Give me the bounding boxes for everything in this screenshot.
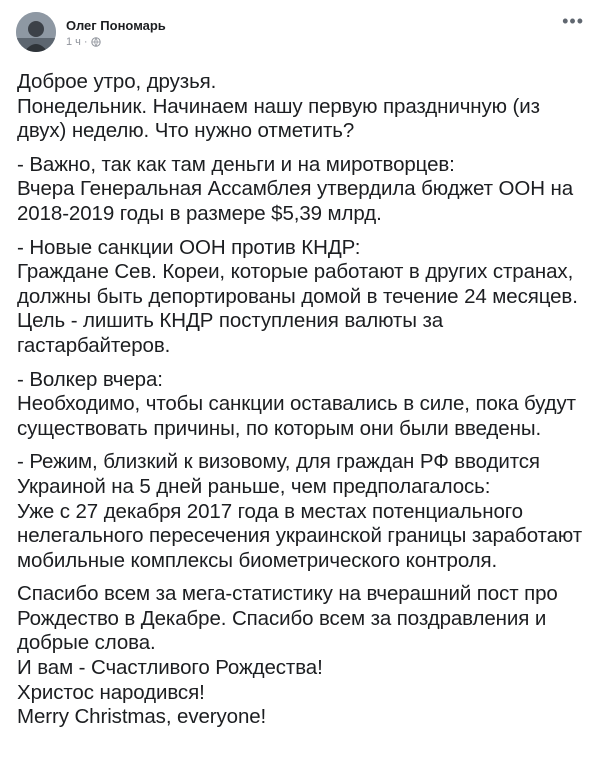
post-header: [16, 12, 584, 56]
meta-separator: ·: [83, 36, 88, 48]
text-line: - Волкер вчера:: [17, 367, 163, 391]
post-time[interactable]: 1 ч: [66, 36, 81, 48]
text-line: Понедельник. Начинаем нашу первую праздничную (из двух) неделю. Что нужно отметить?: [17, 94, 540, 143]
more-options-icon[interactable]: •••: [562, 11, 584, 31]
paragraph-un-budget: [17, 153, 587, 227]
avatar-photo-icon: [16, 12, 56, 52]
text-line: Доброе утро, друзья.: [17, 70, 217, 93]
globe-icon[interactable]: [91, 37, 101, 47]
text-line: - Режим, близкий к визовому, для граждан РФ вводится Украиной на 5 дней раньше, чем предполагалось:: [17, 450, 540, 498]
text-line: - Новые санкции ООН против КНДР:: [17, 235, 361, 259]
post-body: [17, 70, 587, 730]
author-name[interactable]: Олег Пономарь: [66, 18, 166, 33]
post-meta: [66, 36, 101, 48]
text-line: И вам - Счастливого Рождества!: [17, 656, 323, 680]
paragraph-visa-regime: [17, 450, 587, 573]
text-line: Вчера Генеральная Ассамблея утвердила бюджет ООН на 2018-2019 годы в размере $5,39 млрд.: [17, 177, 574, 225]
avatar[interactable]: [16, 12, 56, 52]
text-line: Граждане Сев. Кореи, которые работают в других странах, должны быть депортированы домой в течение 24 месяцев. Цель - лишить КНДР поступления валюты за гастарбайтеров.: [17, 260, 578, 357]
text-line: Необходимо, чтобы санкции оставались в силе, пока будут существовать причины, по которым они были введены.: [17, 392, 576, 440]
paragraph-greeting: [17, 70, 587, 144]
text-line: Спасибо всем за мега-статистику на вчерашний пост про Рождество в Декабре. Спасибо всем за поздравления и добрые слова.: [17, 582, 558, 655]
text-line: Уже с 27 декабря 2017 года в местах потенциального нелегального пересечения украинской границы заработают мобильные комплексы биометрического контроля.: [17, 499, 583, 572]
text-line: Христос народився!: [17, 680, 205, 704]
paragraph-thanks: [17, 582, 587, 730]
paragraph-volker: [17, 368, 587, 442]
paragraph-dprk-sanctions: [17, 236, 587, 359]
text-line: - Важно, так как там деньги и на миротворцев:: [17, 152, 455, 176]
text-line: Merry Christmas, everyone!: [17, 705, 267, 729]
